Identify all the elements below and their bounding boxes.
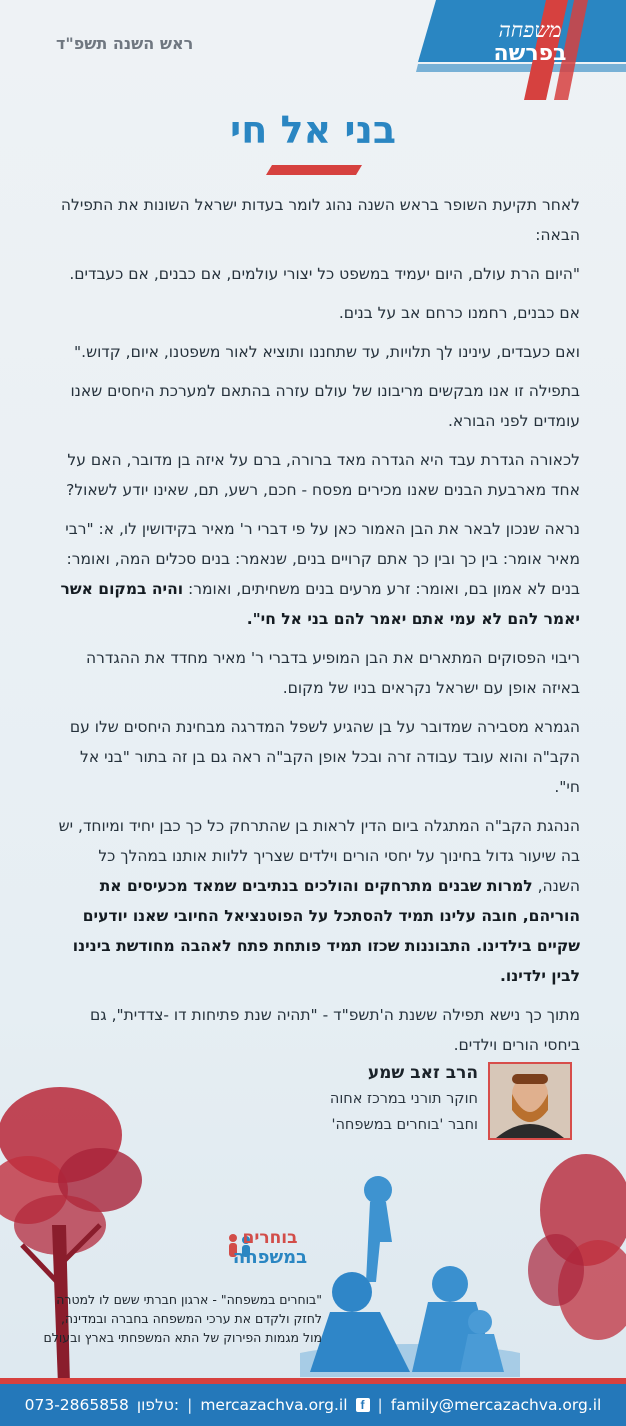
author-block	[218, 1060, 478, 1138]
org-logo-line2: במשפחה	[232, 1247, 308, 1268]
paragraph-2: "היום הרת עולם, היום יעמיד במשפט כל יצורי עולמים, אם כבנים, אם כעבדים.	[69, 265, 580, 283]
paragraph-9: מתוך כך נישא תפילה ששנת ה'תשפ"ד - "תהיה שנת פתיחות דו -צדדית", גם ביחסי הורים וילדים.	[89, 1006, 580, 1054]
quote-bold: והיה במקום אשר יאמר להם לא עמי אתם יאמר להם בני אל חי".	[60, 580, 580, 628]
paragraph-1: לאחר תקיעת השופר בראש השנה נהוג לומר בעדות ישראל השונות את התפילה הבאה:	[60, 196, 580, 244]
author-portrait-illustration	[490, 1064, 570, 1138]
paragraph-6: לכאורה הגדרת עבד היא הגדרה מאד ברורה, ברם על איזה בן מדובר, האם על אחד מארבעת הבנים שאנו מכירים מפסח - חכם, רשע, תם, שאינו יודע לשאול?	[66, 451, 580, 499]
author-title: חוקר תורני במרכז אחוה	[329, 1091, 478, 1107]
paragraph-4: ואם כעבדים, עינינו לך תלויות, עד שתחננו ותוציא לאור משפטנו, איום, קדוש."	[74, 343, 580, 361]
org-logo-line1: בוחרים	[242, 1228, 298, 1248]
quote-text: נראה שנכון לבאר את הבן האמור כאן על פי דברי ר' מאיר בקידושין לו, א: "רבי מאיר אומר: בין כך ובין כך אתם קרויים בנים, שנאמר: בנים סכלים המה, ואומר: בנים לא אמון בם, ואומר: זרע מרעים בנים משחיתים, ואומר:	[65, 520, 580, 598]
footer-phone-label: טלפון:	[136, 1396, 180, 1414]
brand-logo-line1: משפחה	[498, 18, 562, 42]
org-logo	[228, 1228, 312, 1268]
family-silhouette	[300, 1172, 520, 1377]
footer-website[interactable]: mercazachva.org.il	[200, 1396, 348, 1414]
issue-date: ראש השנה תשפ"ד	[56, 34, 194, 53]
footer-contact	[0, 1384, 626, 1426]
paragraph-quote	[54, 514, 580, 634]
author-affiliation: וחבר 'בוחרים במשפחה'	[331, 1117, 478, 1133]
brand-logo-text	[470, 18, 590, 66]
article-body	[54, 190, 580, 1069]
org-description: "בוחרים במשפחה" - ארגון חברתי ששם לו למטרה לחזק ולקדם את ערכי המשפחה בחברה ובמדינה, מול מגמות הפירוק של התא המשפחתי בארץ ובעולם	[43, 1292, 322, 1345]
author-portrait	[488, 1062, 572, 1140]
paragraph-leadership	[54, 811, 580, 991]
author-name: הרב זאב שמע	[367, 1063, 478, 1083]
footer-separator-1: |	[187, 1396, 193, 1414]
footer-phone[interactable]: 073-2865858	[24, 1396, 129, 1414]
leadership-bold: למרות שבנים מתרחקים והולכים בנתיבים שמאד מכעיסים את הוריהם, חובה עלינו תמיד להסתכל על הפוטנציאל החיובי שאנו יודעים שקיים בילדינו. התבוננות שכזו תמיד פותחת פתח לאהבה מחודשת בינינו לבין ילדינו.	[72, 877, 580, 985]
leadership-text: הנהגת הקב"ה המתגלה ביום הדין לראות בן שהתרחק כל כך כבן יחיד ומיוחד, יש בה שיעור גדול בחינוך על יחסי הורים וילדים שצריך ללוות אותנו במהלך כל השנה,	[58, 817, 580, 895]
article-title: בני אל חי	[230, 108, 396, 152]
footer-separator-2: |	[377, 1396, 383, 1414]
paragraph-5: בתפילה זו אנו מבקשים מריבונו של עולם עזרה בהתאם למערכת היחסים שאנו עומדים לפני הבורא.	[70, 382, 580, 430]
paragraph-7: ריבוי הפסוקים המתארים את הבן המופיע בדברי ר' מאיר מחדד את ההגדרה באיזה אופן עם ישראל נקראים בניו של מקום.	[85, 649, 580, 697]
paragraph-8: הגמרא מסבירה שמדובר על בן שהגיע לשפל המדרגה מבחינת היחסים שלו עם הקב"ה והוא עובד עבודה זרה ובכל אופן הקב"ה ראה גם בן זה בתור "בני אל חי".	[69, 718, 580, 796]
brand-logo	[396, 0, 626, 100]
paragraph-3: אם כבנים, רחמנו כרחם אב על בנים.	[338, 304, 580, 322]
brand-logo-line2: בפרשה	[493, 41, 567, 66]
facebook-icon[interactable]: f	[356, 1398, 370, 1412]
footer-email[interactable]: family@mercazachva.org.il	[390, 1396, 602, 1414]
title-underline	[266, 165, 362, 175]
